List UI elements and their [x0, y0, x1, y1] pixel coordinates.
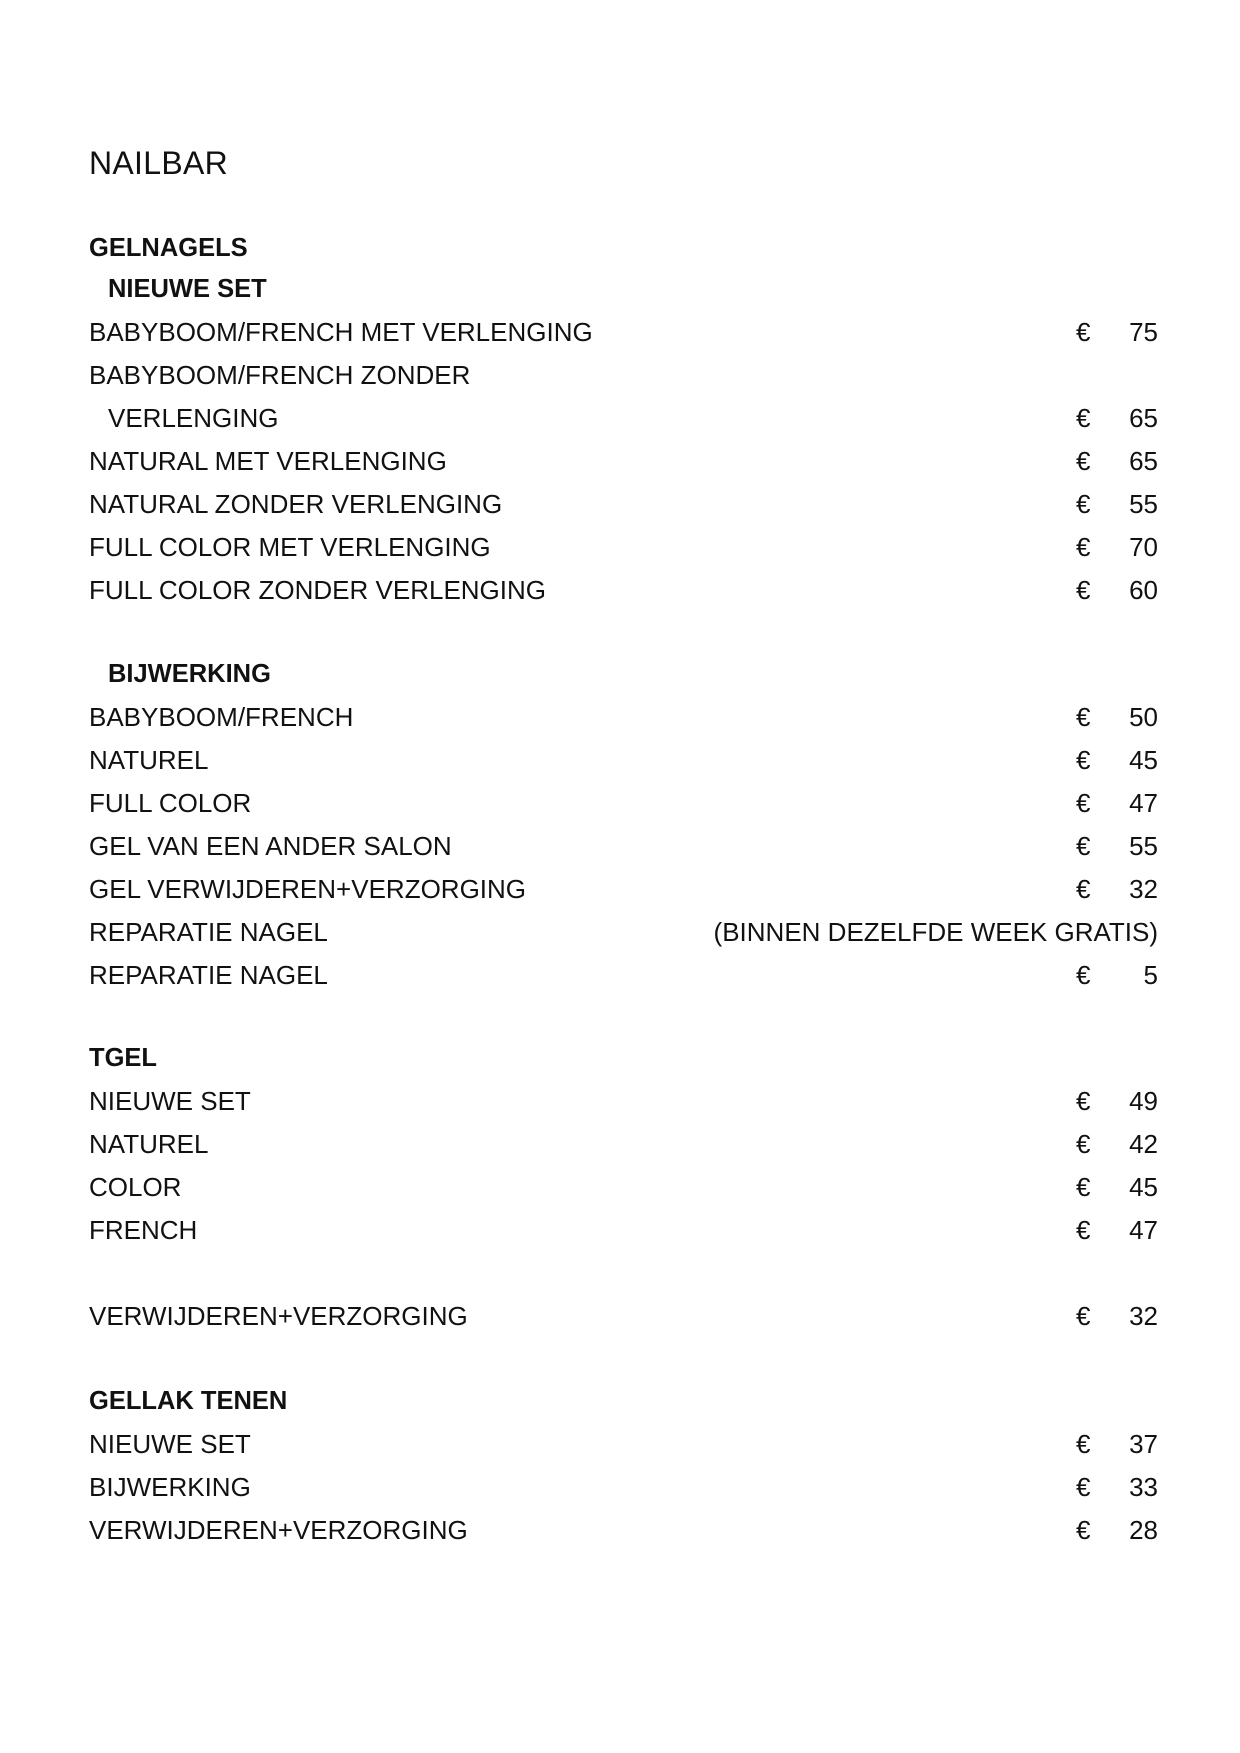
item-label: REPARATIE NAGEL: [89, 960, 328, 990]
item-label: NATURAL MET VERLENGING: [89, 446, 447, 476]
price-row: [89, 1510, 1158, 1550]
item-price: 42: [1129, 1129, 1158, 1159]
currency-symbol: €: [1076, 1172, 1091, 1202]
currency-symbol: €: [1076, 1129, 1091, 1159]
price-row: [89, 312, 1158, 352]
price-row: [89, 955, 1158, 995]
item-label: BABYBOOM/FRENCH: [89, 702, 354, 732]
item-price: 60: [1129, 575, 1158, 605]
item-price: 32: [1129, 874, 1158, 904]
item-label: BABYBOOM/FRENCH MET VERLENGING: [89, 317, 593, 347]
currency-symbol: €: [1076, 1215, 1091, 1245]
item-label: FRENCH: [89, 1215, 198, 1245]
item-label: NATUREL: [89, 745, 209, 775]
price-row: [89, 527, 1158, 567]
page-title: NAILBAR: [89, 145, 229, 181]
currency-symbol: €: [1076, 788, 1091, 818]
item-price: 50: [1129, 702, 1158, 732]
item-label: GEL VAN EEN ANDER SALON: [89, 831, 452, 861]
item-price: 37: [1129, 1429, 1158, 1459]
item-label: VERWIJDEREN+VERZORGING: [89, 1515, 468, 1545]
price-row: [89, 355, 1158, 395]
section-heading-gelnagels: GELNAGELS: [89, 234, 248, 262]
item-note: (BINNEN DEZELFDE WEEK GRATIS): [713, 917, 1158, 947]
item-price: 32: [1129, 1301, 1158, 1331]
item-label: FULL COLOR: [89, 788, 252, 818]
subsection-heading-bijwerking: BIJWERKING: [108, 660, 271, 688]
price-row: [89, 484, 1158, 524]
currency-symbol: €: [1076, 745, 1091, 775]
section-heading-gellak-tenen: GELLAK TENEN: [89, 1387, 288, 1415]
price-row: [89, 697, 1158, 737]
currency-symbol: €: [1076, 1301, 1091, 1331]
item-price: 55: [1129, 831, 1158, 861]
currency-symbol: €: [1076, 1086, 1091, 1116]
price-row: [89, 912, 1158, 952]
currency-symbol: €: [1076, 446, 1091, 476]
price-row: [89, 826, 1158, 866]
item-price: 55: [1129, 489, 1158, 519]
item-label: NIEUWE SET: [89, 1086, 251, 1116]
item-price: 45: [1129, 1172, 1158, 1202]
price-row: [89, 1424, 1158, 1464]
item-price: 65: [1129, 446, 1158, 476]
currency-symbol: €: [1076, 831, 1091, 861]
item-label: REPARATIE NAGEL: [89, 917, 328, 947]
item-price: 28: [1129, 1515, 1158, 1545]
price-row: [89, 1167, 1158, 1207]
item-label: COLOR: [89, 1172, 182, 1202]
item-price: 49: [1129, 1086, 1158, 1116]
item-label: VERWIJDEREN+VERZORGING: [89, 1301, 468, 1331]
item-price: 75: [1129, 317, 1158, 347]
item-label: BABYBOOM/FRENCH ZONDER: [89, 360, 471, 390]
item-label: VERLENGING: [108, 403, 279, 433]
item-label: NIEUWE SET: [89, 1429, 251, 1459]
price-row: [89, 1081, 1158, 1121]
price-row: [89, 869, 1158, 909]
currency-symbol: €: [1076, 1515, 1091, 1545]
currency-symbol: €: [1076, 317, 1091, 347]
item-label: BIJWERKING: [89, 1472, 251, 1502]
currency-symbol: €: [1076, 960, 1091, 990]
item-label: NATUREL: [89, 1129, 209, 1159]
item-label: NATURAL ZONDER VERLENGING: [89, 489, 503, 519]
price-row: [89, 1210, 1158, 1250]
price-row: [89, 1124, 1158, 1164]
item-label: GEL VERWIJDEREN+VERZORGING: [89, 874, 527, 904]
currency-symbol: €: [1076, 403, 1091, 433]
price-row: [89, 570, 1158, 610]
currency-symbol: €: [1076, 702, 1091, 732]
subsection-heading-nieuwe-set: NIEUWE SET: [108, 275, 267, 303]
item-price: 47: [1129, 1215, 1158, 1245]
section-heading-tgel: TGEL: [89, 1044, 157, 1072]
item-label: FULL COLOR MET VERLENGING: [89, 532, 491, 562]
item-price: 47: [1129, 788, 1158, 818]
currency-symbol: €: [1076, 575, 1091, 605]
item-price: 5: [1143, 960, 1158, 990]
price-row: [89, 441, 1158, 481]
price-row: [89, 1296, 1158, 1336]
currency-symbol: €: [1076, 532, 1091, 562]
currency-symbol: €: [1076, 874, 1091, 904]
currency-symbol: €: [1076, 1429, 1091, 1459]
currency-symbol: €: [1076, 1472, 1091, 1502]
item-label: FULL COLOR ZONDER VERLENGING: [89, 575, 547, 605]
price-row: [89, 398, 1158, 438]
item-price: 45: [1129, 745, 1158, 775]
currency-symbol: €: [1076, 489, 1091, 519]
item-price: 65: [1129, 403, 1158, 433]
price-row: [89, 740, 1158, 780]
item-price: 33: [1129, 1472, 1158, 1502]
price-row: [89, 1467, 1158, 1507]
price-row: [89, 783, 1158, 823]
item-price: 70: [1129, 532, 1158, 562]
